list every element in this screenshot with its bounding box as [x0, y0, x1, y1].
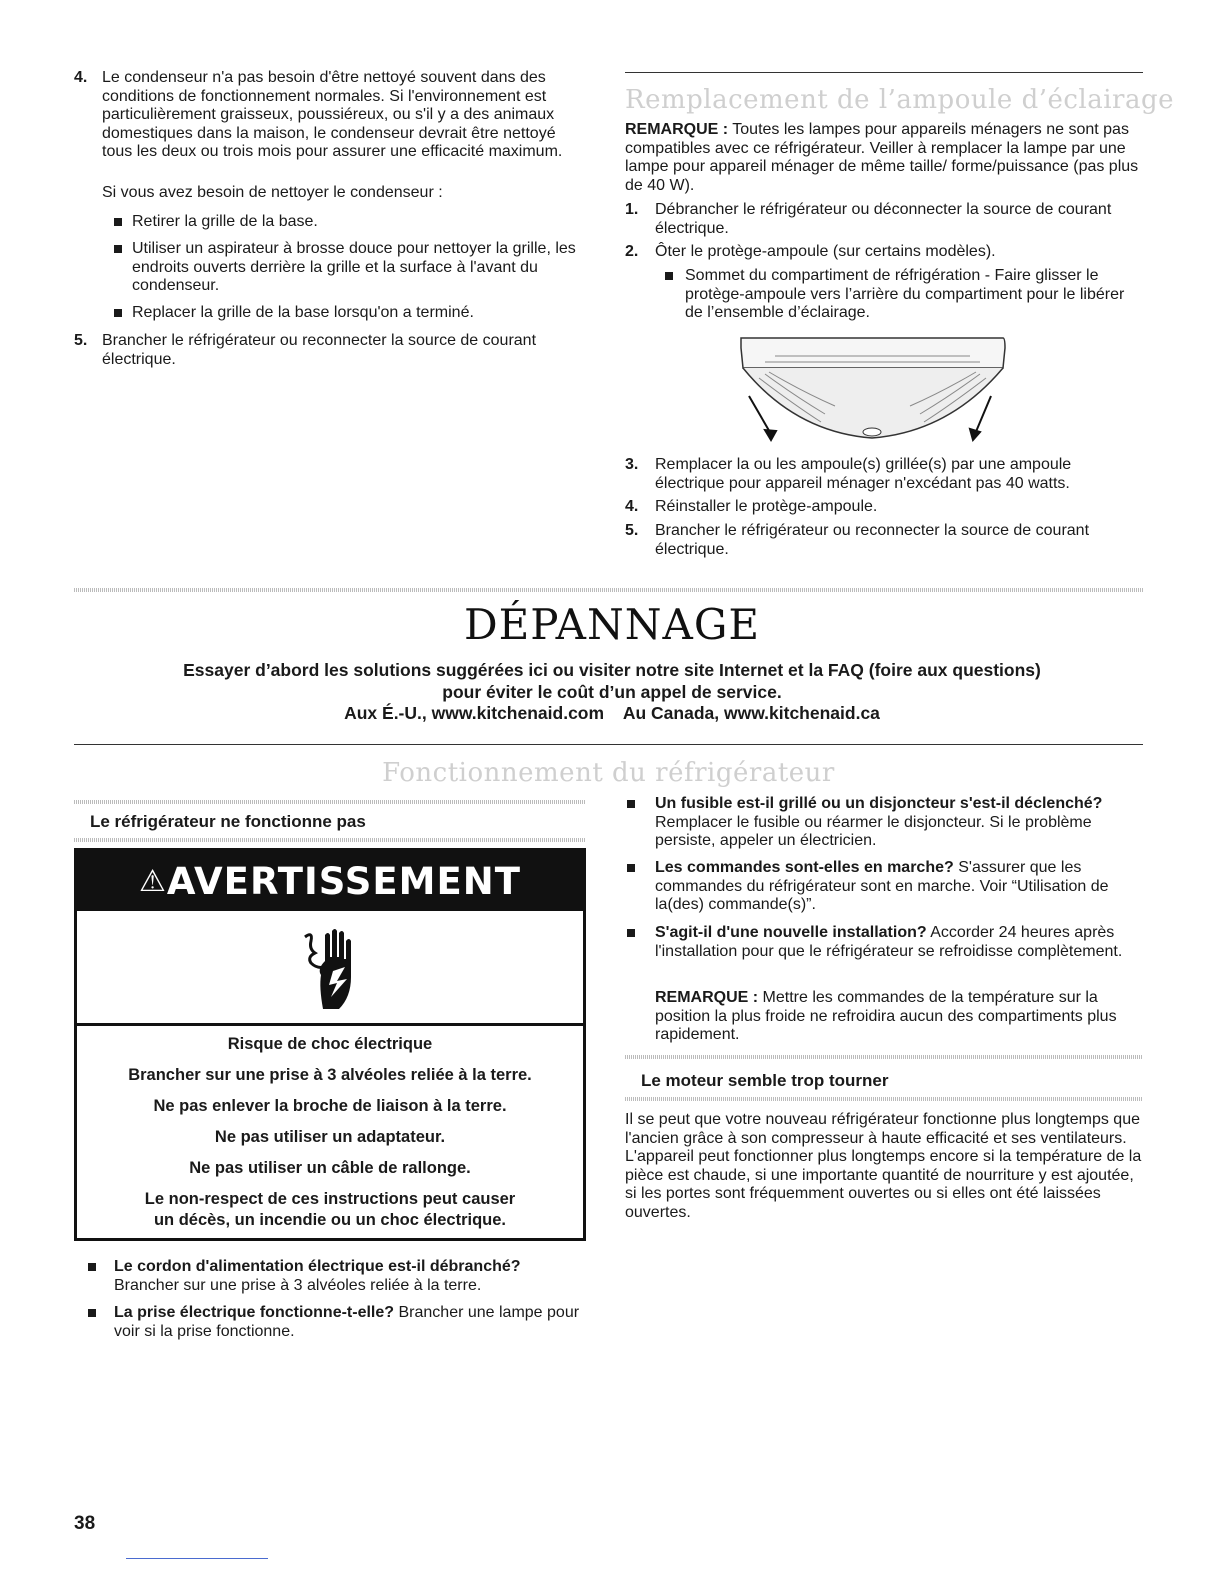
lamp-step-1 [625, 201, 1135, 238]
condenser-intro: Si vous avez besoin de nettoyer le condenseur : [102, 184, 443, 201]
temperature-note: REMARQUE : Mettre les commandes de la température sur la position la plus froide ne refroidira aucun des compartiments plus rapidement. [655, 989, 1117, 1043]
step-text: Réinstaller le protège-ampoule. [655, 498, 878, 515]
bullet-icon [88, 1309, 96, 1317]
subheading-not-working: Le réfrigérateur ne fonctionne pas [90, 812, 366, 831]
lamp-cover-illustration [735, 334, 1010, 446]
step-number: 4. [625, 498, 639, 515]
warning-box [74, 848, 586, 1241]
list-item: Le cordon d'alimentation électrique est-il débranché? Brancher sur une prise à 3 alvéoles reliée à la terre. [88, 1258, 588, 1295]
bullet-icon [114, 218, 122, 226]
warning-line: Brancher sur une prise à 3 alvéoles reliée à la terre. [128, 1066, 532, 1084]
warning-line: un décès, un incendie ou un choc électrique. [153, 1211, 507, 1229]
divider [625, 1097, 1143, 1101]
bullet-icon [627, 800, 635, 808]
intro-line-1: Essayer d’abord les solutions suggérées ici ou visiter notre site Internet et la FAQ (foire aux questions) [183, 660, 1041, 680]
lamp-note [625, 121, 1140, 195]
motor-explanation: Il se peut que votre nouveau réfrigérateur fonctionne plus longtemps que l'ancien grâce à son compresseur à haute efficacité et ses ventilateurs. L'appareil peut fonctionner plus longtemps encore si la température de la pièce est chaude, si une importante quantité de nourriture y est ajoutée, si les portes sont fréquemment ouvertes ou si elles ont été laissées ouvertes. [625, 1111, 1142, 1221]
warning-banner: ⚠AVERTISSEMENT [77, 851, 583, 911]
bullet-icon [114, 245, 122, 253]
divider [74, 800, 586, 804]
section-rule [74, 744, 1143, 745]
bullet-icon [114, 309, 122, 317]
list-item: S'agit-il d'une nouvelle installation? Accorder 24 heures après l'installation pour que le réfrigérateur se refroidisse complètement. [627, 924, 1142, 961]
step-number: 1. [625, 201, 639, 218]
lamp-step-2 [625, 243, 1135, 262]
step-text: Le condenseur n'a pas besoin d'être nettoyé souvent dans des conditions de fonctionnement normales. Si l'environnement est particulièrement graisseux, poussiéreux, ou s'il y a des animaux domestiques dans la maison, le condenseur devrait être nettoyé tous les deux ou trois mois pour assurer une efficacité maximum. [102, 69, 563, 160]
step-number: 3. [625, 456, 639, 473]
list-item: Les commandes sont-elles en marche? S'assurer que les commandes du réfrigérateur sont en marche. Voir “Utilisation de la(des) commande(s)”. [627, 859, 1142, 915]
lamp-step-3 [625, 456, 1135, 493]
step-number: 2. [625, 243, 639, 260]
warning-triangle-icon: ⚠ [139, 864, 167, 899]
list-item: Retirer la grille de la base. [114, 213, 584, 232]
lamp-section-title: Remplacement de l’ampoule d’éclairage [625, 85, 1175, 115]
warning-line: Ne pas utiliser un câble de rallonge. [189, 1159, 471, 1177]
section-rule [625, 72, 1143, 73]
bullet-icon [627, 929, 635, 937]
footer-rule [126, 1558, 268, 1559]
warning-line: Ne pas utiliser un adaptateur. [214, 1128, 446, 1146]
step-text: Remplacer la ou les ampoule(s) grillée(s) par une ampoule électrique pour appareil ménager n'excédant pas 40 watts. [655, 456, 1072, 492]
step-number: 5. [625, 522, 639, 539]
divider [74, 838, 586, 842]
list-item: Un fusible est-il grillé ou un disjoncteur s'est-il déclenché? Remplacer le fusible ou réarmer le disjoncteur. Si le problème persiste, appeler un électricien. [627, 795, 1142, 851]
step-text: Brancher le réfrigérateur ou reconnecter la source de courant électrique. [102, 332, 537, 368]
divider [625, 1055, 1143, 1059]
operation-section-title: Fonctionnement du réfrigérateur [382, 758, 835, 788]
note-label: REMARQUE : [625, 121, 729, 138]
bullet-icon [88, 1263, 96, 1271]
list-item: Utiliser un aspirateur à brosse douce pour nettoyer la grille, les endroits ouverts derrière la grille et la surface à l'avant du condenseur. [114, 240, 584, 296]
condenser-step-5 [74, 332, 584, 369]
lamp-step-5 [625, 522, 1135, 559]
warning-line: Le non-respect de ces instructions peut causer [144, 1190, 516, 1208]
step-text: Brancher le réfrigérateur ou reconnecter la source de courant électrique. [655, 522, 1090, 558]
step-number: 4. [74, 69, 88, 86]
note-text: Toutes les lampes pour appareils ménagers ne sont pas compatibles avec ce réfrigérateur. Veiller à remplacer la lampe par une lampe pour appareil ménager de même taille/ forme/puissance (pas plus de 40 W). [625, 121, 1139, 194]
condenser-step-4 [74, 69, 584, 162]
intro-line-2: pour éviter le coût d’un appel de service. [442, 682, 782, 702]
step-text: Débrancher le réfrigérateur ou déconnecter la source de courant électrique. [655, 201, 1112, 237]
lamp-step-4 [625, 498, 1135, 517]
list-item: Sommet du compartiment de réfrigération - Faire glisser le protège-ampoule vers l’arrière du compartiment pour le libérer de l’ensemble d’éclairage. [665, 267, 1140, 323]
bullet-icon [627, 864, 635, 872]
page-title: DÉPANNAGE [463, 600, 761, 649]
subheading-motor: Le moteur semble trop tourner [641, 1071, 889, 1090]
step-number: 5. [74, 332, 88, 349]
page-number: 38 [74, 1513, 96, 1534]
list-item: Replacer la grille de la base lorsqu'on a terminé. [114, 304, 584, 323]
divider [74, 588, 1143, 592]
step-text: Ôter le protège-ampoule (sur certains modèles). [655, 243, 996, 260]
electric-shock-hand-icon [299, 927, 369, 1015]
warning-divider [77, 1023, 583, 1026]
warning-line: Ne pas enlever la broche de liaison à la terre. [153, 1097, 507, 1115]
website-links: Aux É.-U., www.kitchenaid.com Au Canada, www.kitchenaid.ca [344, 703, 880, 723]
warning-risk: Risque de choc électrique [227, 1035, 433, 1053]
list-item: La prise électrique fonctionne-t-elle? Brancher une lampe pour voir si la prise fonctionne. [88, 1304, 588, 1341]
bullet-icon [665, 272, 673, 280]
